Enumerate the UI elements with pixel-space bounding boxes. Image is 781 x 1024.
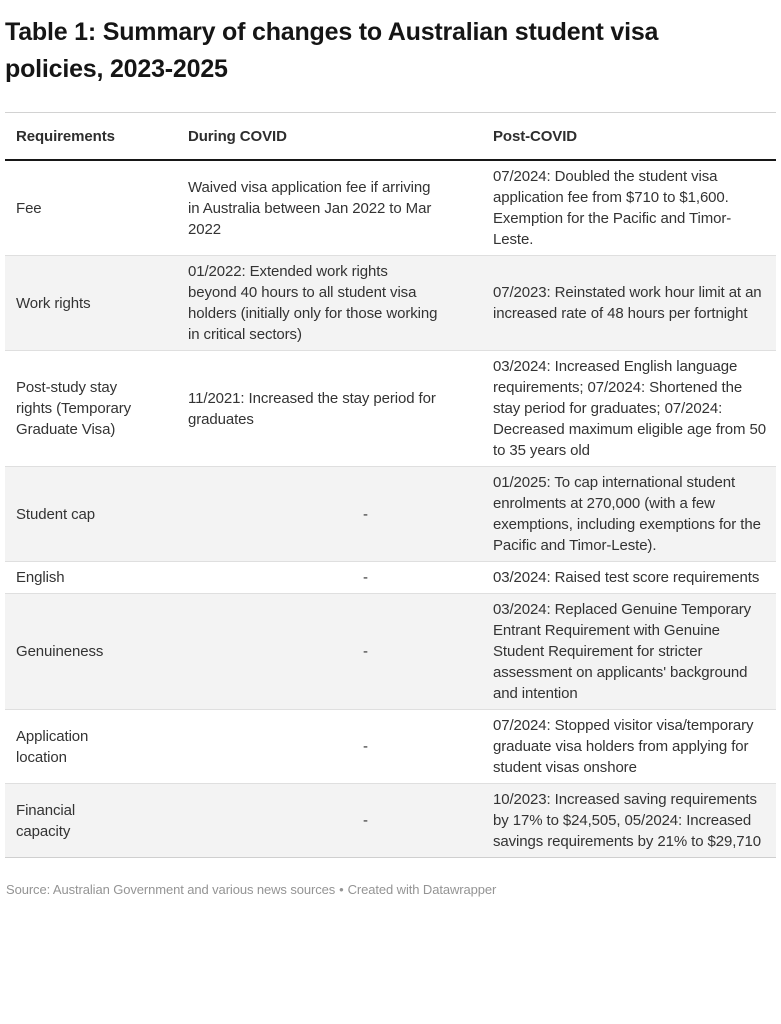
cell-requirement: Work rights (16, 294, 91, 312)
table-row (5, 784, 776, 858)
cell-post-covid: 07/2024: Stopped visitor visa/temporary graduate visa holders from applying for student visas onshore (493, 717, 754, 776)
table-row (5, 562, 776, 594)
cell-requirement: Post-study stay rights (Temporary Graduate Visa) (16, 379, 131, 438)
cell-post-covid: 07/2024: Doubled the student visa application fee from $710 to $1,600. Exemption for the Pacific and Timor-Leste. (493, 168, 732, 248)
summary-table (5, 112, 776, 858)
cell-post-covid: 01/2025: To cap international student enrolments at 270,000 (with a few exemptions, including exemptions for the Pacific and Timor-Leste). (493, 474, 761, 554)
datawrapper-attribution-link[interactable]: Created with Datawrapper (347, 882, 497, 897)
table-row (5, 351, 776, 467)
source-text: Source: Australian Government and various news sources (6, 882, 336, 897)
cell-post-covid: 03/2024: Increased English language requirements; 07/2024: Shortened the stay period for graduates; 07/2024: Decreased maximum eligible age from 50 to 35 years old (493, 358, 766, 459)
cell-during-covid: - (363, 738, 368, 755)
cell-requirement: Financial capacity (16, 801, 76, 840)
chart-title (5, 14, 776, 88)
cell-during-covid: - (363, 812, 368, 829)
cell-requirement: Application location (16, 727, 89, 766)
table-header (5, 113, 776, 161)
cell-during-covid: - (363, 505, 368, 523)
cell-during-covid: 11/2021: Increased the stay period for graduates (188, 389, 436, 428)
column-header-during-covid: During COVID (177, 113, 482, 161)
table-body (5, 160, 776, 858)
cell-requirement: Student cap (16, 505, 95, 523)
cell-during-covid: - (363, 569, 368, 586)
chart-title-line-2: policies, 2023-2025 (5, 55, 228, 83)
header-row (5, 113, 776, 161)
cell-post-covid: 03/2024: Replaced Genuine Temporary Entrant Requirement with Genuine Student Requirement for stricter assessment on applicants' background and intention (493, 601, 752, 702)
cell-post-covid: 07/2023: Reinstated work hour limit at an increased rate of 48 hours per fortnight (493, 284, 762, 322)
table-row (5, 256, 776, 351)
cell-requirement: Fee (16, 199, 42, 217)
cell-during-covid: 01/2022: Extended work rights beyond 40 hours to all student visa holders (initially only for those working in critical sectors) (188, 263, 438, 343)
chart-title-line-1: Table 1: Summary of changes to Australian student visa (5, 18, 659, 46)
table-row (5, 467, 776, 562)
cell-post-covid: 10/2023: Increased saving requirements by 17% to $24,505, 05/2024: Increased savings requirements by 21% to $29,710 (493, 791, 762, 850)
table-row (5, 160, 776, 256)
column-header-post-covid: Post-COVID (482, 113, 776, 161)
cell-requirement: Genuineness (16, 643, 104, 660)
cell-requirement: English (16, 569, 65, 586)
cell-during-covid: - (363, 643, 368, 660)
column-header-requirements: Requirements (5, 113, 177, 161)
table-row (5, 710, 776, 784)
cell-during-covid: Waived visa application fee if arriving in Australia between Jan 2022 to Mar 2022 (188, 178, 432, 238)
cell-post-covid: 03/2024: Raised test score requirements (493, 569, 760, 586)
source-line (5, 881, 776, 898)
footer-separator: • (339, 882, 344, 897)
table-row (5, 594, 776, 710)
